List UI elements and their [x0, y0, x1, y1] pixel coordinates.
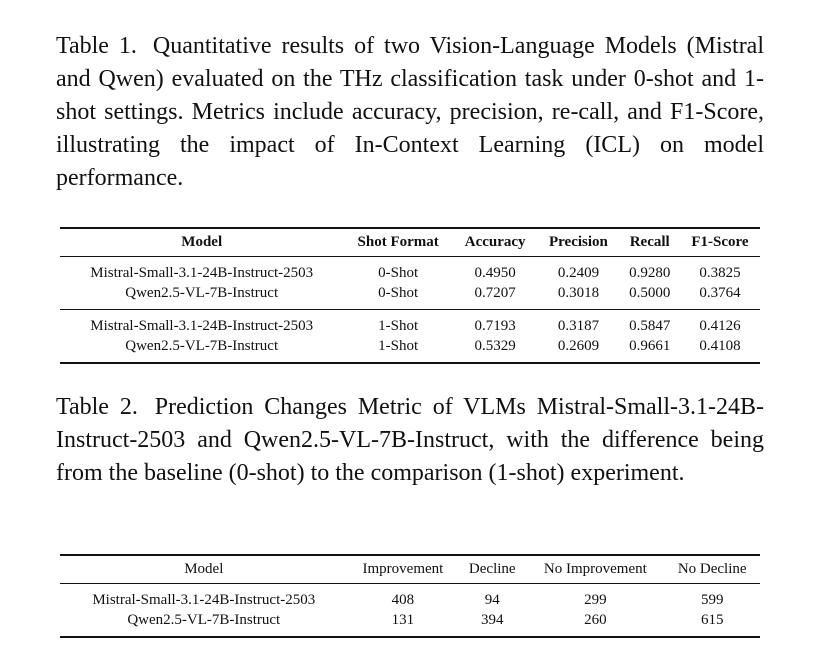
table-cell: Qwen2.5-VL-7B-Instruct — [127, 612, 281, 628]
table-cell: 0-Shot — [378, 285, 419, 301]
table-cell: 0.3764 — [699, 285, 741, 301]
table-cell: 299 — [584, 592, 607, 608]
table-row — [60, 584, 760, 611]
table-cell: Mistral-Small-3.1-24B-Instruct-2503 — [60, 310, 343, 337]
table-cell: 0.7193 — [453, 310, 537, 337]
table-cell: 1-Shot — [378, 338, 419, 354]
table-cell: 394 — [480, 612, 504, 628]
table-cell: 0.2409 — [557, 265, 600, 281]
table2-caption-label: Table 2. — [56, 394, 138, 420]
table2-header-model: Model — [60, 555, 348, 584]
table-cell: 0.3187 — [537, 310, 619, 337]
table2-header-decline: Decline — [458, 555, 526, 584]
table1-header-shot-format: Shot Format — [343, 228, 453, 257]
table-cell: 0.5847 — [619, 310, 679, 337]
table2-header-no-improvement: No Improvement — [526, 555, 664, 584]
table-cell: 260 — [584, 612, 607, 628]
table1-caption-text: Quantitative results of two Vision-Language Models (Mistral and Qwen) evaluated on the THz classification task under 0-shot and 1-shot settings. Metrics include accuracy, precision, re-call, and F1-Score, illustrating the impact of In-Context Learning (ICL) on model performance. — [56, 33, 764, 191]
table-row — [60, 336, 760, 363]
table-row — [60, 257, 760, 284]
table-row — [60, 610, 760, 637]
table-cell: 0.4950 — [474, 265, 516, 281]
table-cell: 0.9661 — [629, 338, 671, 354]
table2-header-improvement: Improvement — [348, 555, 459, 584]
table-cell: Mistral-Small-3.1-24B-Instruct-2503 — [92, 592, 316, 608]
table-cell: 0.3018 — [557, 285, 600, 301]
table1-caption-label: Table 1. — [56, 33, 137, 59]
table1-header-f1-score: F1-Score — [680, 228, 760, 257]
table-cell: 94 — [484, 592, 500, 608]
table-cell: 599 — [700, 592, 724, 608]
table-cell: 0.7207 — [474, 285, 516, 301]
table-cell: 408 — [391, 592, 415, 608]
table-cell: 0.2609 — [557, 338, 600, 354]
table-cell: Mistral-Small-3.1-24B-Instruct-2503 — [90, 265, 314, 281]
table2-caption-text: Prediction Changes Metric of VLMs Mistral-Small-3.1-24B-Instruct-2503 and Qwen2.5-VL-7B-Instruct, with the difference being from the baseline (0-shot) to the comparison (1-shot) experiment. — [56, 394, 765, 486]
table2-header-row — [60, 555, 760, 584]
table2-header-no-decline: No Decline — [664, 555, 760, 584]
table-cell: 131 — [391, 612, 415, 628]
table-cell: 0.5000 — [629, 285, 671, 301]
prediction-changes-table — [60, 554, 760, 638]
table-cell: Qwen2.5-VL-7B-Instruct — [125, 285, 279, 301]
table1-header-accuracy: Accuracy — [453, 228, 537, 257]
table1-caption — [56, 30, 764, 195]
table-row — [60, 310, 760, 337]
table-cell: 1-Shot — [343, 310, 453, 337]
table-cell: 0.4108 — [699, 338, 741, 354]
table-cell: 0-Shot — [378, 265, 419, 281]
table1-header-row — [60, 228, 760, 257]
table-cell: 0.9280 — [629, 265, 671, 281]
table1-header-model: Model — [60, 228, 343, 257]
table1-header-recall: Recall — [619, 228, 679, 257]
table-cell: Qwen2.5-VL-7B-Instruct — [125, 338, 279, 354]
table-cell: 0.4126 — [680, 310, 760, 337]
table-cell: 0.3825 — [699, 265, 741, 281]
table-cell: 615 — [700, 612, 724, 628]
table1-header-precision: Precision — [537, 228, 619, 257]
table-row — [60, 283, 760, 310]
table2-caption — [56, 391, 764, 490]
results-table — [60, 227, 760, 364]
table-cell: 0.5329 — [474, 338, 516, 354]
